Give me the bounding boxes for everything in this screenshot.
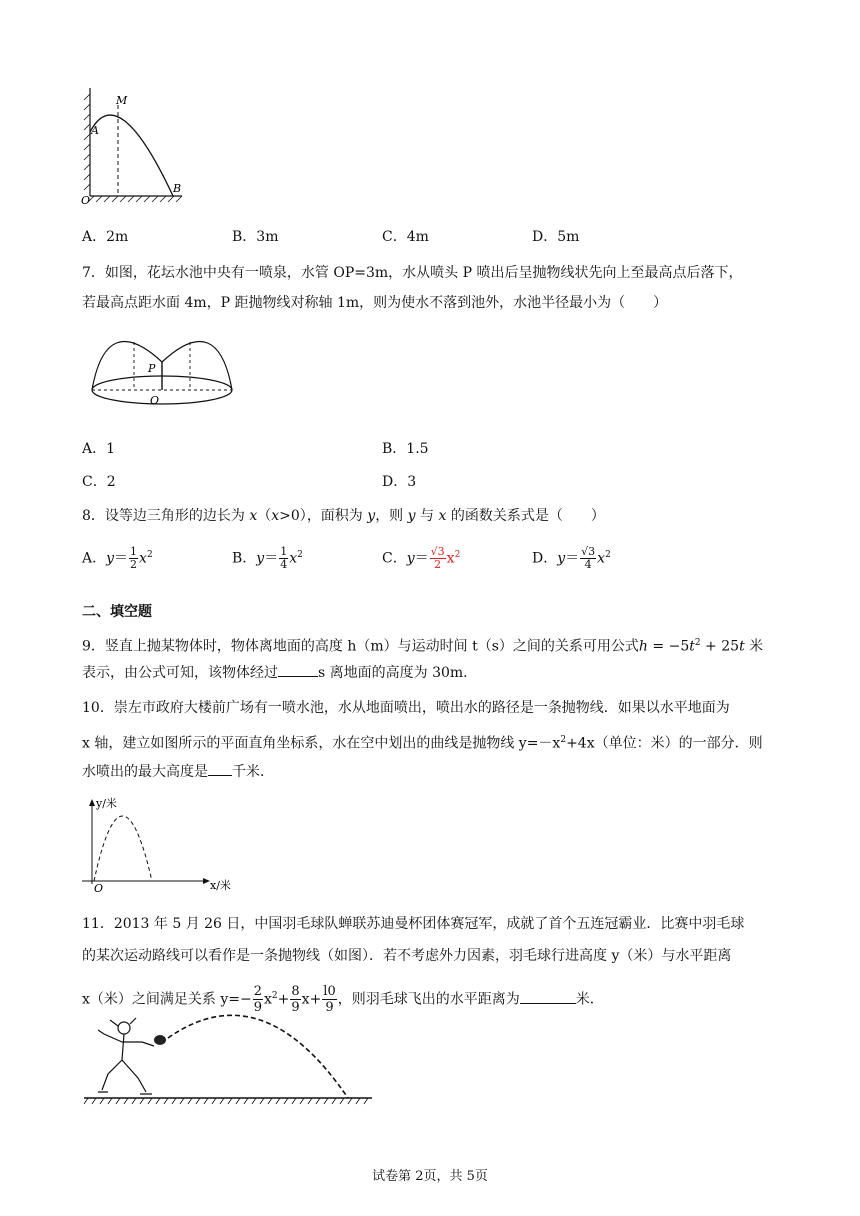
q6-label-B: B — [173, 182, 182, 195]
q10-line-1: 10．崇左市政府大楼前广场有一喷水池，水从地面喷出，喷出水的路径是一条抛物线．如果以水平地面为 — [82, 700, 730, 716]
q11-line-3: x（米）之间满足关系 y=− $\frac{2}{9}$ $x^2+$ $\frac{8}{9}$ x+ $\frac{l0}{9}$ ，则羽毛球飞出的水平距离为 米． — [82, 984, 604, 1016]
q11-answer-blank[interactable] — [520, 1003, 576, 1004]
q10-answer-blank[interactable] — [208, 775, 232, 776]
q8-option-d: D．y＝ $\frac{√3}{4}$ $x^2$ — [532, 545, 611, 572]
q6-option-c: C．4m — [382, 229, 429, 245]
q6-label-M: M — [116, 94, 128, 107]
q11-line-2: 的某次运动路线可以看作是一条抛物线（如图）．若不考虑外力因素，羽毛球行进高度 y（米）与水平距离 — [82, 948, 732, 964]
q10-y-axis-label: y/米 — [96, 797, 117, 810]
q6-label-O: O — [81, 194, 91, 207]
q6-option-b: B．3m — [232, 229, 279, 245]
q10-origin-label: O — [94, 882, 104, 895]
q6-option-a: A．2m — [82, 229, 129, 245]
q6-option-d: D．5m — [532, 229, 580, 245]
page-footer: 试卷第 2页，共 5页 — [372, 1169, 488, 1184]
q10-line-3: 水喷出的最大高度是 千米． — [82, 764, 274, 780]
q7-line-1: 7．如图，花坛水池中央有一喷泉，水管 OP=3m，水从喷头 P 喷出后呈抛物线状先向上至最高点后落下， — [82, 265, 743, 281]
q8-option-c: C．y＝ $\frac{√3}{2}$ $x^2$ — [382, 545, 461, 572]
q10-line-2: x 轴，建立如图所示的平面直角坐标系，水在空中划出的曲线是抛物线 $y=-x^2+4x$（单位：米）的一部分．则 — [82, 735, 763, 752]
q6-label-A: A — [91, 124, 99, 137]
q11-line-1: 11．2013 年 5 月 26 日，中国羽毛球队蝉联苏迪曼杯团体赛冠军，成就了首个五连冠霸业．比赛中羽毛球 — [82, 916, 745, 932]
q7-option-a: A．1 — [82, 441, 116, 457]
q6-parabola-figure — [80, 88, 190, 208]
q8-option-a: A．y＝ $\frac{1}{2}$ $x^2$ — [82, 545, 153, 572]
q7-fountain-figure — [90, 328, 240, 408]
q9-answer-blank[interactable] — [278, 676, 318, 677]
q9-line-2: 表示，由公式可知，该物体经过 s 离地面的高度为 30m. — [82, 665, 468, 681]
q7-option-b: B．1.5 — [382, 441, 429, 457]
q7-label-P: P — [148, 362, 156, 375]
q10-x-axis-label: x/米 — [210, 879, 231, 892]
q8-stem: 8．设等边三角形的边长为 x（x>0），面积为 y，则 y 与 x 的函数关系式是（ ） — [82, 508, 605, 524]
q8-option-b: B．y＝ $\frac{1}{4}$ $x^2$ — [232, 545, 303, 572]
q7-line-2: 若最高点距水面 4m，P 距抛物线对称轴 1m，则为使水不落到池外，水池半径最小为（ ） — [82, 295, 668, 311]
q7-option-d: D．3 — [382, 474, 417, 490]
q7-label-O: O — [150, 394, 160, 407]
q7-option-c: C．2 — [82, 474, 116, 490]
q10-coordinate-figure — [80, 796, 240, 896]
q9-line-1: 9．竖直上抛某物体时，物体离地面的高度 h（m）与运动时间 t（s）之间的关系可用公式$h = -5t^2 + 25t$ 米 — [82, 638, 764, 655]
q11-badminton-figure — [82, 1012, 382, 1108]
section-heading-fill-in: 二、填空题 — [82, 604, 152, 620]
